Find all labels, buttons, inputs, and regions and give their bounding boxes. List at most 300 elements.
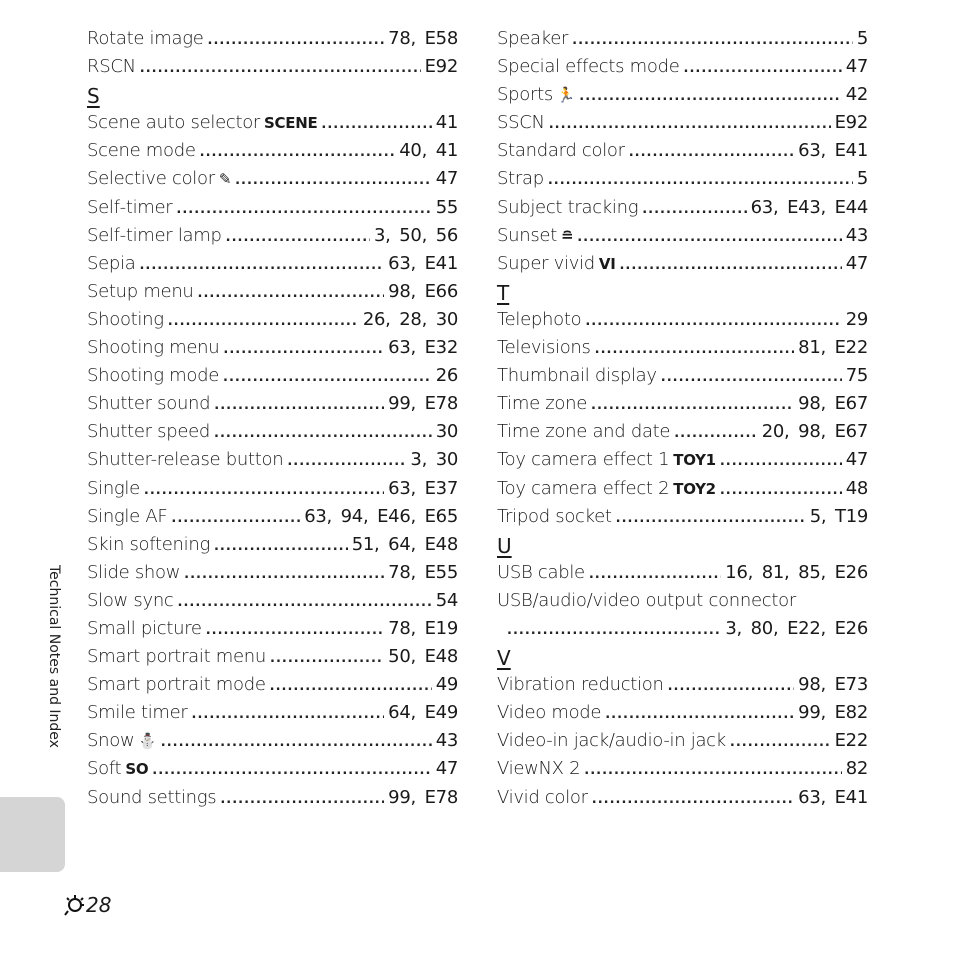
reference-section-page-ref[interactable]: E73: [834, 674, 868, 696]
index-entry[interactable]: [87, 25, 458, 53]
dot-leader: [178, 589, 432, 617]
index-entry[interactable]: [87, 306, 458, 334]
index-entry[interactable]: [497, 784, 868, 812]
page-references: 63, E43, E44: [750, 196, 868, 218]
reference-section-page-ref[interactable]: E43: [787, 196, 821, 218]
page-ref[interactable]: 41: [435, 140, 458, 162]
page-ref[interactable]: 63: [304, 505, 327, 527]
index-entry[interactable]: [497, 671, 868, 699]
index-entry[interactable]: [87, 53, 458, 81]
entry-label: Self-timer: [87, 196, 173, 218]
dot-leader: [152, 757, 431, 785]
page-ref[interactable]: 30: [435, 421, 458, 443]
entry-label: Rotate image: [87, 28, 204, 49]
entry-label: USB/audio/video output connector: [497, 589, 796, 611]
page-ref[interactable]: 82: [845, 758, 868, 780]
page-references: 40, 41: [399, 140, 458, 162]
page-ref[interactable]: 63: [388, 252, 411, 274]
page-ref[interactable]: 40: [399, 140, 422, 162]
page-ref[interactable]: 55: [435, 196, 458, 218]
dot-leader: [592, 786, 794, 814]
entry-label: Smart portrait mode: [87, 674, 266, 696]
index-entry[interactable]: [87, 194, 458, 222]
page-ref[interactable]: 30: [435, 449, 458, 471]
entry-label: Vivid color: [497, 786, 588, 808]
mode-icon: ✎: [218, 170, 232, 189]
entry-label: Sports: [497, 84, 553, 106]
reference-section-page-ref[interactable]: E78: [424, 393, 458, 415]
dot-leader: [507, 617, 721, 645]
entry-label: Speaker: [497, 28, 569, 49]
page-ref[interactable]: 47: [845, 56, 868, 78]
page-references: [846, 222, 868, 250]
mode-icon: 🏃: [556, 86, 576, 105]
page-references: 3, 50, 56: [373, 224, 458, 246]
reference-section-page-ref[interactable]: E67: [834, 421, 868, 443]
page-number: [62, 893, 111, 917]
dot-leader: [720, 448, 842, 476]
reference-section-page-ref[interactable]: E55: [424, 561, 458, 583]
index-entry[interactable]: [497, 446, 868, 474]
page-references: 3, 80, E22, E26: [725, 617, 868, 639]
page-references: [846, 755, 868, 783]
index-entry[interactable]: [497, 727, 868, 755]
mode-icon: TOY1: [673, 451, 716, 470]
dot-leader: [214, 392, 384, 420]
index-entry[interactable]: [497, 222, 868, 250]
entry-label: Toy camera effect 2: [497, 477, 670, 499]
index-entry[interactable]: [497, 475, 868, 503]
page-ref[interactable]: 75: [845, 365, 868, 387]
page-references: 50, E48: [388, 646, 458, 668]
dot-leader: [572, 27, 853, 55]
reference-section-page-ref[interactable]: E92: [834, 112, 868, 134]
page-references: [436, 165, 458, 193]
index-column-right: [497, 25, 868, 812]
reference-section-page-ref[interactable]: E78: [424, 786, 458, 808]
page-references: 20, 98, E67: [761, 421, 868, 443]
index-entry[interactable]: [87, 222, 458, 250]
page-ref[interactable]: 26: [362, 308, 386, 330]
entry-label: Setup menu: [87, 280, 194, 302]
index-entry[interactable]: [497, 699, 868, 727]
index-entry[interactable]: [497, 53, 868, 81]
entry-label: Shutter-release button: [87, 449, 284, 471]
dot-leader: [214, 420, 432, 448]
mode-icon: SCENE: [264, 114, 318, 133]
page-ref[interactable]: 50: [388, 646, 411, 668]
entry-label: Shooting: [87, 308, 164, 330]
entry-label: Thumbnail display: [497, 365, 657, 387]
page-references: [857, 25, 868, 53]
entry-label: Subject tracking: [497, 196, 639, 218]
entry-label: Shooting menu: [87, 337, 220, 359]
dot-leader: [198, 280, 385, 308]
dot-leader: [208, 27, 385, 55]
dot-leader: [144, 477, 384, 505]
page-references: 63, E41: [798, 786, 868, 808]
page-ref[interactable]: 41: [435, 112, 458, 134]
index-entry[interactable]: [87, 727, 458, 755]
entry-label: Soft: [87, 758, 122, 780]
reference-section-page-ref[interactable]: E32: [424, 337, 458, 359]
entry-label: Selective color: [87, 168, 215, 190]
reference-section-page-ref[interactable]: E48: [424, 533, 458, 555]
entry-label: Super vivid: [497, 252, 595, 274]
dot-leader: [585, 308, 841, 336]
page-ref[interactable]: 81: [761, 561, 785, 583]
reference-section-page-ref[interactable]: E82: [834, 702, 868, 724]
index-entry[interactable]: [87, 362, 458, 390]
index-entry[interactable]: [87, 109, 458, 137]
page-references: 3, 30: [410, 449, 458, 471]
entry-label: Video-in jack/audio-in jack: [497, 730, 726, 752]
reference-section-page-ref[interactable]: E48: [424, 646, 458, 668]
page-ref[interactable]: 28: [399, 308, 422, 330]
reference-section-page-ref[interactable]: E58: [424, 28, 458, 49]
page-ref[interactable]: 64: [388, 533, 411, 555]
dot-leader: [226, 224, 370, 252]
dot-leader: [549, 111, 831, 139]
page-ref[interactable]: 64: [388, 702, 411, 724]
dot-leader: [270, 645, 384, 673]
reference-section-page-ref[interactable]: E19: [424, 617, 458, 639]
index-entry[interactable]: [87, 390, 458, 418]
index-entry[interactable]: [497, 503, 868, 531]
page-ref[interactable]: 98: [798, 674, 821, 696]
reference-section-page-ref[interactable]: E26: [834, 561, 868, 583]
page-ref[interactable]: 63: [388, 477, 411, 499]
page-ref[interactable]: 20: [761, 421, 785, 443]
index-entry[interactable]: [497, 109, 868, 137]
page-references: 63, E41: [388, 252, 458, 274]
dot-leader: [584, 757, 841, 785]
index-entry[interactable]: [497, 306, 868, 334]
index-entry[interactable]: [87, 446, 458, 474]
entry-label: Shutter speed: [87, 421, 211, 443]
mode-icon: ≘: [560, 226, 574, 245]
dot-leader: [605, 701, 794, 729]
index-entry[interactable]: [87, 165, 458, 193]
entry-label: Sunset: [497, 224, 557, 246]
page-references: [436, 418, 458, 446]
page-references: [436, 755, 458, 783]
index-entry[interactable]: [497, 615, 868, 643]
page-references: 78, E58: [388, 28, 458, 49]
page-references: 51, 64, E48: [351, 533, 458, 555]
page-ref[interactable]: 49: [435, 674, 458, 696]
entry-label: Slow sync: [87, 589, 174, 611]
page-ref[interactable]: 98: [388, 280, 411, 302]
mode-icon: SO: [125, 760, 149, 779]
entry-label: Sepia: [87, 252, 136, 274]
index-entry[interactable]: [497, 755, 868, 783]
entry-label: Smart portrait menu: [87, 646, 267, 668]
dot-leader: [192, 701, 385, 729]
entry-label: Time zone and date: [497, 421, 671, 443]
entry-label: Small picture: [87, 617, 202, 639]
dot-leader: [661, 364, 842, 392]
entry-label: Shooting mode: [87, 365, 219, 387]
page-ref[interactable]: 63: [750, 196, 773, 218]
index-entry[interactable]: [497, 418, 868, 446]
entry-label: Televisions: [497, 337, 591, 359]
page-ref[interactable]: 78: [388, 28, 411, 49]
index-entry[interactable]: [497, 81, 868, 109]
page-ref[interactable]: 98: [798, 393, 821, 415]
page-ref[interactable]: 5: [856, 28, 868, 49]
entry-label: Scene mode: [87, 140, 196, 162]
reference-section-page-ref[interactable]: E26: [834, 617, 868, 639]
page-ref[interactable]: 3: [725, 617, 737, 639]
page-ref[interactable]: 47: [435, 758, 458, 780]
section-tab-label: Technical Notes and Index: [46, 565, 62, 748]
page-references: [436, 362, 458, 390]
dot-leader: [161, 729, 432, 757]
page-ref[interactable]: 29: [845, 308, 868, 330]
page-references: 99, E82: [798, 702, 868, 724]
index-entry[interactable]: [87, 671, 458, 699]
index-entry[interactable]: [87, 643, 458, 671]
page-ref[interactable]: 48: [845, 477, 868, 499]
reference-section-page-ref[interactable]: E41: [834, 140, 868, 162]
index-entry[interactable]: [497, 194, 868, 222]
page-references: [846, 250, 868, 278]
page-references: [846, 81, 868, 109]
index-entry[interactable]: [497, 362, 868, 390]
page-references: [846, 475, 868, 503]
reference-section-page-ref[interactable]: E44: [834, 196, 868, 218]
page-references: 98, E73: [798, 674, 868, 696]
page-ref[interactable]: 63: [798, 786, 821, 808]
page-ref[interactable]: 5: [809, 505, 821, 527]
page-references: 81, E22: [798, 337, 868, 359]
index-entry[interactable]: [497, 390, 868, 418]
index-entry[interactable]: [497, 559, 868, 587]
page-ref[interactable]: 26: [435, 365, 458, 387]
index-entry[interactable]: [87, 418, 458, 446]
reference-section-page-ref[interactable]: E92: [424, 56, 458, 78]
entry-label: Vibration reduction: [497, 674, 664, 696]
reference-section-page-ref[interactable]: E66: [424, 280, 458, 302]
dot-leader: [171, 505, 300, 533]
page-number-text: 28: [86, 893, 112, 917]
page-ref[interactable]: 51: [351, 533, 375, 555]
dot-leader: [200, 139, 396, 167]
dot-leader: [140, 55, 421, 83]
index-entry[interactable]: [497, 250, 868, 278]
index-entry[interactable]: [87, 278, 458, 306]
page-references: 99, E78: [388, 786, 458, 808]
entry-label: Single AF: [87, 505, 168, 527]
index-entry[interactable]: [497, 137, 868, 165]
page-references: 63, E37: [388, 477, 458, 499]
index-letter-heading: U: [497, 533, 512, 558]
index-column-left: [87, 25, 458, 812]
page-ref[interactable]: 94: [340, 505, 363, 527]
page-ref[interactable]: 99: [388, 393, 411, 415]
dot-leader: [720, 477, 842, 505]
entry-label: Special effects mode: [497, 56, 680, 78]
page-references: [846, 306, 868, 334]
page-ref[interactable]: 99: [798, 702, 821, 724]
mode-icon: VI: [598, 254, 616, 273]
page-ref[interactable]: 5: [856, 168, 868, 190]
reference-section-page-ref[interactable]: E22: [834, 730, 868, 752]
index-entry[interactable]: [497, 334, 868, 362]
dot-leader: [591, 392, 794, 420]
page-ref[interactable]: 47: [845, 252, 868, 274]
index-entry[interactable]: [87, 250, 458, 278]
page-ref[interactable]: 47: [845, 449, 868, 471]
page-references: [436, 109, 458, 137]
dot-leader: [223, 336, 384, 364]
tip-page-ref[interactable]: T19: [835, 505, 868, 527]
entry-label: Single: [87, 477, 140, 499]
entry-label: Telephoto: [497, 308, 582, 330]
page-ref[interactable]: 81: [798, 337, 821, 359]
page-references: 78, E19: [388, 617, 458, 639]
page-ref[interactable]: 78: [388, 561, 411, 583]
reference-section-page-ref[interactable]: E22: [787, 617, 821, 639]
index-entry[interactable]: [87, 699, 458, 727]
page-references: 63, E41: [798, 140, 868, 162]
reference-section-page-ref[interactable]: E46: [377, 505, 411, 527]
page-ref[interactable]: 99: [388, 786, 411, 808]
dot-leader: [616, 505, 806, 533]
dot-leader: [595, 336, 795, 364]
page-ref[interactable]: 98: [798, 421, 821, 443]
entry-label: Shutter sound: [87, 393, 211, 415]
dot-leader: [619, 252, 841, 280]
entry-label: Strap: [497, 168, 544, 190]
index-entry[interactable]: [87, 755, 458, 783]
page-ref[interactable]: 43: [435, 730, 458, 752]
page-ref[interactable]: 3: [373, 224, 386, 246]
index-entry[interactable]: [87, 137, 458, 165]
entry-label: Toy camera effect 1: [497, 449, 670, 471]
entry-label: Scene auto selector: [87, 112, 261, 134]
dot-leader: [579, 83, 841, 111]
reference-section-page-ref[interactable]: E37: [424, 477, 458, 499]
dot-leader: [589, 561, 721, 589]
entry-label: Self-timer lamp: [87, 224, 222, 246]
index-entry[interactable]: [87, 531, 458, 559]
index-entry[interactable]: [497, 25, 868, 53]
page-ref[interactable]: 50: [399, 224, 422, 246]
page-ref[interactable]: 30: [435, 308, 458, 330]
dot-leader: [168, 308, 359, 336]
dot-leader: [139, 252, 384, 280]
dot-leader: [287, 448, 406, 476]
page-references: [436, 194, 458, 222]
index-entry[interactable]: [87, 615, 458, 643]
reference-section-page-ref[interactable]: E22: [834, 337, 868, 359]
dot-leader: [270, 673, 432, 701]
entry-label: Video mode: [497, 702, 602, 724]
index-entry[interactable]: [497, 165, 868, 193]
reference-section-page-ref[interactable]: E67: [834, 393, 868, 415]
entry-label: Tripod socket: [497, 505, 612, 527]
index-entry[interactable]: [87, 559, 458, 587]
entry-label: Skin softening: [87, 533, 210, 555]
page-references: 99, E78: [388, 393, 458, 415]
page-references: [436, 671, 458, 699]
index-entry[interactable]: [87, 334, 458, 362]
index-entry[interactable]: [87, 784, 458, 812]
dot-leader: [214, 533, 348, 561]
reference-section-page-ref[interactable]: E65: [424, 505, 458, 527]
page-references: 5, T19: [809, 505, 868, 527]
entry-label: Sound settings: [87, 786, 217, 808]
page-ref[interactable]: 63: [388, 337, 411, 359]
entry-label: RSCN: [87, 56, 136, 78]
reference-section-page-ref[interactable]: E49: [424, 702, 458, 724]
page-references: 98, E66: [388, 280, 458, 302]
page-references: 26, 28, 30: [362, 308, 458, 330]
reference-section-page-ref[interactable]: E41: [424, 252, 458, 274]
page-references: [846, 362, 868, 390]
entry-label: Time zone: [497, 393, 588, 415]
index-entry[interactable]: [87, 475, 458, 503]
page-ref[interactable]: 78: [388, 617, 411, 639]
page-ref[interactable]: 3: [410, 449, 422, 471]
index-letter-heading: S: [87, 84, 100, 109]
page-ref[interactable]: 80: [750, 617, 773, 639]
reference-section-page-ref[interactable]: E41: [834, 786, 868, 808]
page-ref[interactable]: 85: [798, 561, 821, 583]
page-references: [846, 446, 868, 474]
page-ref[interactable]: 56: [435, 224, 458, 246]
entry-label: Slide show: [87, 561, 181, 583]
dot-leader: [674, 420, 758, 448]
dot-leader: [668, 673, 795, 701]
entry-label: Smile timer: [87, 702, 188, 724]
dot-leader: [184, 561, 384, 589]
page-ref[interactable]: 16: [725, 561, 748, 583]
page-ref[interactable]: 42: [845, 84, 868, 106]
page-ref[interactable]: 54: [435, 589, 458, 611]
page-ref[interactable]: 43: [845, 224, 868, 246]
dot-leader: [235, 167, 432, 195]
page-references: [857, 165, 868, 193]
page-references: 78, E55: [388, 561, 458, 583]
page-references: [436, 587, 458, 615]
page-ref[interactable]: 63: [798, 140, 821, 162]
entry-label: USB cable: [497, 561, 585, 583]
dot-leader: [642, 196, 746, 224]
page-references: [436, 727, 458, 755]
page-references: 63, E32: [388, 337, 458, 359]
dot-leader: [321, 111, 431, 139]
page-references: 98, E67: [798, 393, 868, 415]
index-entry[interactable]: [87, 503, 458, 531]
index-entry[interactable]: [497, 587, 868, 615]
dot-leader: [206, 617, 384, 645]
page-references: [835, 109, 868, 137]
entry-label: SSCN: [497, 112, 545, 134]
dot-leader: [220, 786, 384, 814]
dot-leader: [223, 364, 432, 392]
dot-leader: [730, 729, 831, 757]
page-references: 63, 94, E46, E65: [304, 505, 458, 527]
dot-leader: [577, 224, 841, 252]
dot-leader: [548, 167, 853, 195]
index-entry[interactable]: [87, 587, 458, 615]
page-references: 16, 81, 85, E26: [725, 561, 868, 583]
page-ref[interactable]: 47: [435, 168, 458, 190]
index-letter-heading: T: [497, 280, 510, 305]
